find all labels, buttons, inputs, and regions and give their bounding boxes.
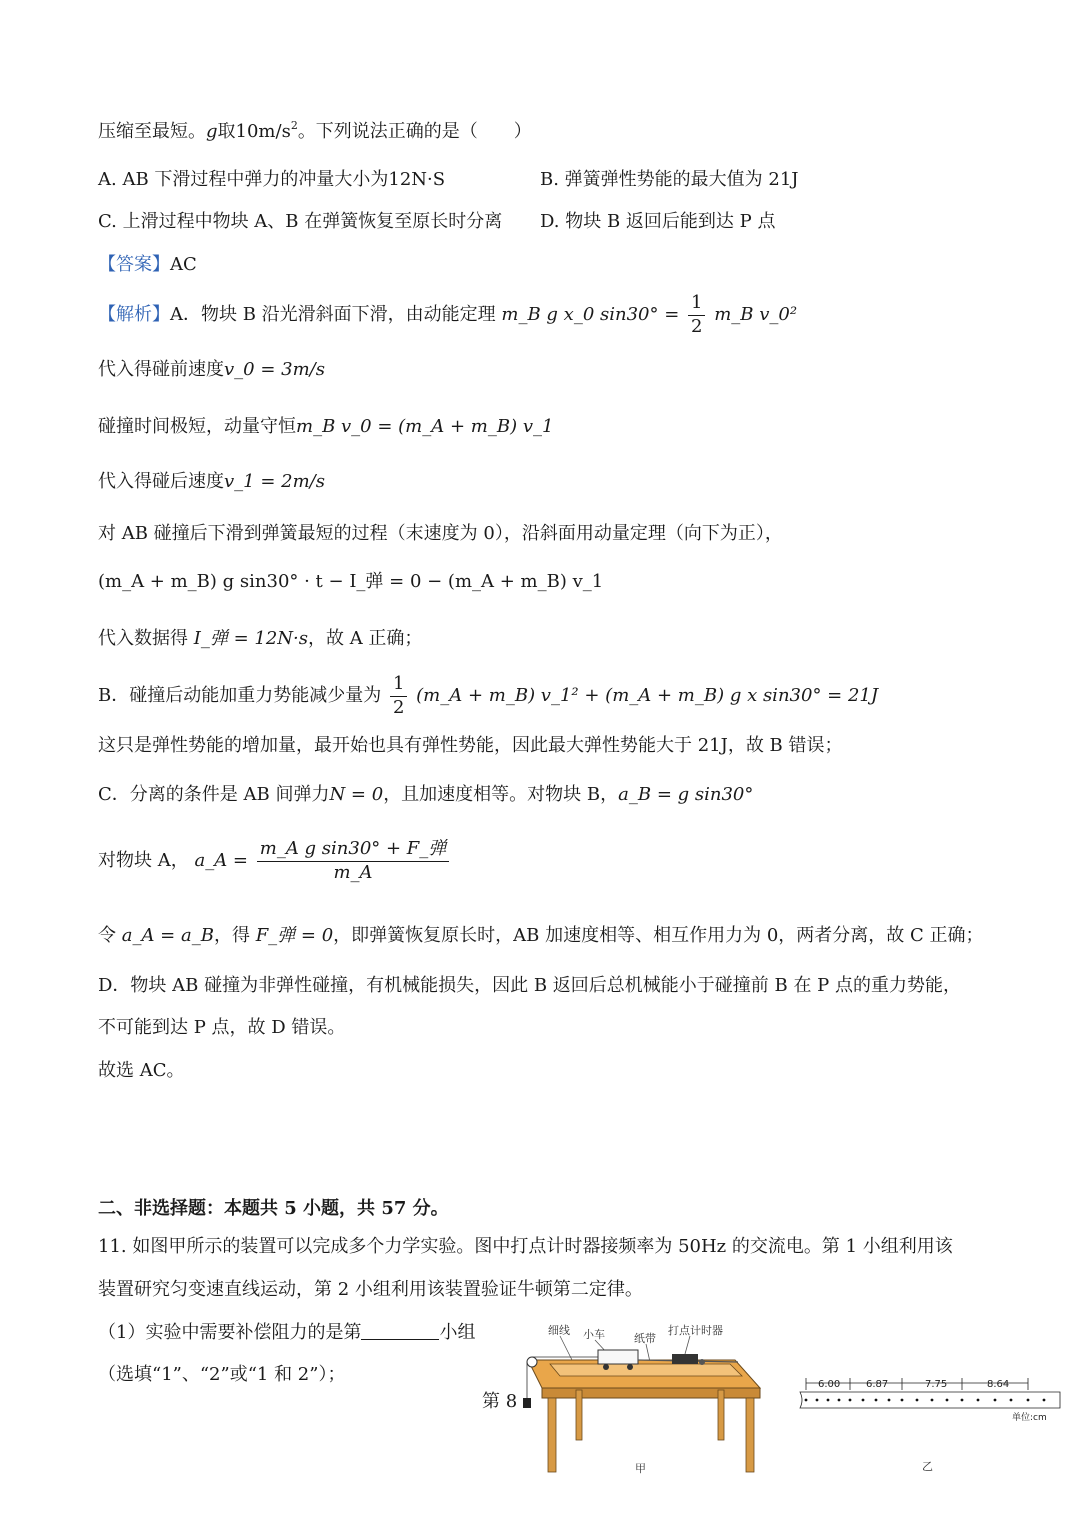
option-a: A. AB 下滑过程中弹力的冲量大小为12N·S bbox=[98, 169, 446, 190]
label-tape: 纸带 bbox=[634, 1332, 656, 1345]
answer-line bbox=[98, 256, 197, 274]
q11-line2: 装置研究匀变速直线运动，第 2 小组利用该装置验证牛顿第二定律。 bbox=[98, 1279, 643, 1300]
overlay-mark: 第 8 bbox=[482, 1391, 518, 1412]
final-answer: 故选 AC。 bbox=[98, 1060, 185, 1081]
label-cart: 小车 bbox=[583, 1328, 605, 1341]
momentum-line: 碰撞时间极短，动量守恒m_B v_0 = (m_A + m_B) v_1 bbox=[98, 416, 554, 437]
question-stem: 压缩至最短。g取$10m/s^2$。下列说法正确的是（ ） bbox=[98, 119, 532, 142]
analysis-a-line: 【解析】A．物块 B 沿光滑斜面下滑，由动能定理 m_B g x_0 sin30° = $\frac{1}{2}$ m_B v_0² bbox=[98, 292, 798, 337]
answer-blank[interactable] bbox=[361, 1323, 439, 1340]
option-b: B. 弹簧弹性势能的最大值为 21J bbox=[540, 169, 799, 190]
q11-line1: 11. 如图甲所示的装置可以完成多个力学实验。图中打点计时器接频率为 50Hz 的交流电。第 1 小组利用该 bbox=[98, 1236, 953, 1257]
impulse-result: 代入数据得 I_弹 = 12N·s，故 A 正确； bbox=[98, 628, 423, 649]
tape-unit: 单位:cm bbox=[1012, 1413, 1047, 1423]
analysis-d-line1: D．物块 AB 碰撞为非弹性碰撞，有机械能损失，因此 B 返回后总机械能小于碰撞前 B 在 P 点的重力势能， bbox=[98, 975, 961, 996]
v1-line: 代入得碰后速度v_1 = 2m/s bbox=[98, 471, 325, 492]
segment-1: 6.00 bbox=[818, 1379, 841, 1390]
segment-3: 7.75 bbox=[925, 1379, 948, 1390]
analysis-c-block-a: 对物块 A， a_A = $\frac{\text{m\_A g sin30° + F\_弹}}{m\_A}$ bbox=[98, 838, 452, 884]
option-d: D. 物块 B 返回后能到达 P 点 bbox=[540, 211, 776, 232]
v0-line: 代入得碰前速度v_0 = 3m/s bbox=[98, 359, 325, 380]
q11-sub1-hint: （选填“1”、“2”或“1 和 2”）； bbox=[98, 1364, 346, 1385]
figure-jia bbox=[480, 1320, 770, 1480]
analysis-d-line2: 不可能到达 P 点，故 D 错误。 bbox=[98, 1017, 346, 1038]
section2-heading: 二、非选择题：本题共 5 小题，共 57 分。 bbox=[98, 1198, 449, 1219]
fraction-half: $\frac{1}{2}$ bbox=[688, 292, 705, 338]
analysis-c-conclusion: 令 a_A = a_B，得 F_弹 = 0，即弹簧恢复原长时，AB 加速度相等、相互作用力为 0，两者分离，故 C 正确； bbox=[98, 925, 984, 946]
label-rope: 细线 bbox=[548, 1324, 570, 1337]
fraction-aA: $\frac{\text{m\_A g sin30° + F\_弹}}{m\_A}$ bbox=[257, 838, 450, 884]
tape-segment-labels bbox=[818, 1379, 1009, 1390]
label-timer: 打点计时器 bbox=[668, 1324, 723, 1337]
segment-2: 6.87 bbox=[866, 1379, 889, 1390]
q11-sub1: （1）实验中需要补偿阻力的是第 小组 bbox=[98, 1322, 476, 1343]
impulse-intro: 对 AB 碰撞后下滑到弹簧最短的过程（末速度为 0），沿斜面用动量定理（向下为正）， bbox=[98, 523, 783, 544]
analysis-c-line: C．分离的条件是 AB 间弹力N = 0，且加速度相等。对物块 B，a_B = g sin30° bbox=[98, 784, 754, 805]
impulse-equation: (m_A + m_B) g sin30° · t − I_弹 = 0 − (m_A + m_B) v_1 bbox=[98, 571, 604, 592]
answer-value: AC bbox=[170, 254, 197, 275]
caption-yi: 乙 bbox=[922, 1460, 933, 1473]
caption-jia: 甲 bbox=[635, 1462, 646, 1475]
segment-4: 8.64 bbox=[987, 1379, 1010, 1390]
fraction-half-b: $\frac{1}{2}$ bbox=[390, 673, 407, 719]
option-c: C. 上滑过程中物块 A、B 在弹簧恢复至原长时分离 bbox=[98, 211, 503, 232]
answer-tag: 【答案】 bbox=[98, 254, 170, 275]
analysis-b-explain: 这只是弹性势能的增加量，最开始也具有弹性势能，因此最大弹性势能大于 21J，故 B 错误； bbox=[98, 735, 843, 756]
analysis-tag: 【解析】 bbox=[98, 304, 170, 325]
analysis-b-line: B．碰撞后动能加重力势能减少量为 $\frac{1}{2}$ (m_A + m_B) v_1² + (m_A + m_B) g x sin30° = 21J bbox=[98, 673, 879, 718]
figure-yi bbox=[798, 1374, 1066, 1474]
